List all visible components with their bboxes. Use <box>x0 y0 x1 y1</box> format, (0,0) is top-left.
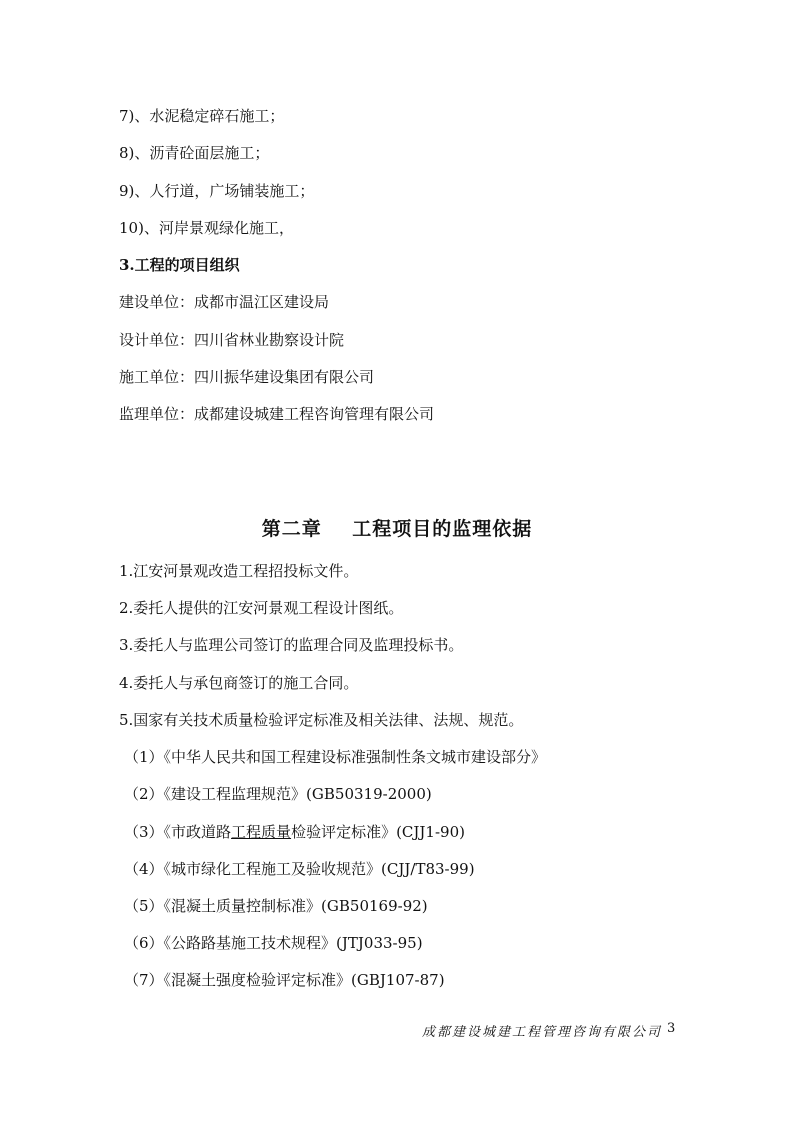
standard-item-3 <box>124 822 465 842</box>
standard-item-3-suffix: 检验评定标准》(CJJ1-90) <box>291 823 465 841</box>
basis-item-5: 5.国家有关技术质量检验评定标准及相关法律、法规、规范。 <box>119 711 524 729</box>
owner-unit: 建设单位：成都市温江区建设局 <box>119 293 330 311</box>
section-heading-project-organization: 3.工程的项目组织 <box>119 256 240 274</box>
standard-item-2: （2）《建设工程监理规范》(GB50319-2000) <box>124 785 432 803</box>
construction-item-10: 10)、河岸景观绿化施工， <box>119 219 294 237</box>
supervision-unit: 监理单位：成都建设城建工程咨询管理有限公司 <box>119 405 435 423</box>
standard-item-3-underlined: 工程质量 <box>231 823 292 841</box>
basis-item-3: 3.委托人与监理公司签订的监理合同及监理投标书。 <box>119 636 464 654</box>
chapter-title: 第二章 工程项目的监理依据 <box>261 518 533 540</box>
footer-company: 成都建设城建工程管理咨询有限公司 <box>422 1025 663 1040</box>
basis-item-1: 1.江安河景观改造工程招投标文件。 <box>119 562 359 580</box>
construction-item-7: 7)、水泥稳定碎石施工； <box>119 107 285 125</box>
construction-item-8: 8)、沥青砼面层施工； <box>119 144 270 162</box>
page-number: 3 <box>667 1021 676 1036</box>
standard-item-5: （5）《混凝土质量控制标准》(GB50169-92) <box>124 897 428 915</box>
standard-item-1: （1）《中华人民共和国工程建设标准强制性条文城市建设部分》 <box>124 748 547 766</box>
standard-item-7: （7）《混凝土强度检验评定标准》(GBJ107-87) <box>124 971 445 989</box>
basis-item-2: 2.委托人提供的江安河景观工程设计图纸。 <box>119 599 404 617</box>
standard-item-4: （4）《城市绿化工程施工及验收规范》(CJJ/T83-99) <box>124 860 475 878</box>
standard-item-6: （6）《公路路基施工技术规程》(JTJ033-95) <box>124 934 423 952</box>
basis-item-4: 4.委托人与承包商签订的施工合同。 <box>119 674 359 692</box>
construction-item-9: 9)、人行道，广场铺装施工； <box>119 182 315 200</box>
standard-item-3-prefix: （3）《市政道路 <box>124 823 232 841</box>
design-unit: 设计单位：四川省林业勘察设计院 <box>119 331 345 349</box>
construction-unit: 施工单位：四川振华建设集团有限公司 <box>119 368 375 386</box>
